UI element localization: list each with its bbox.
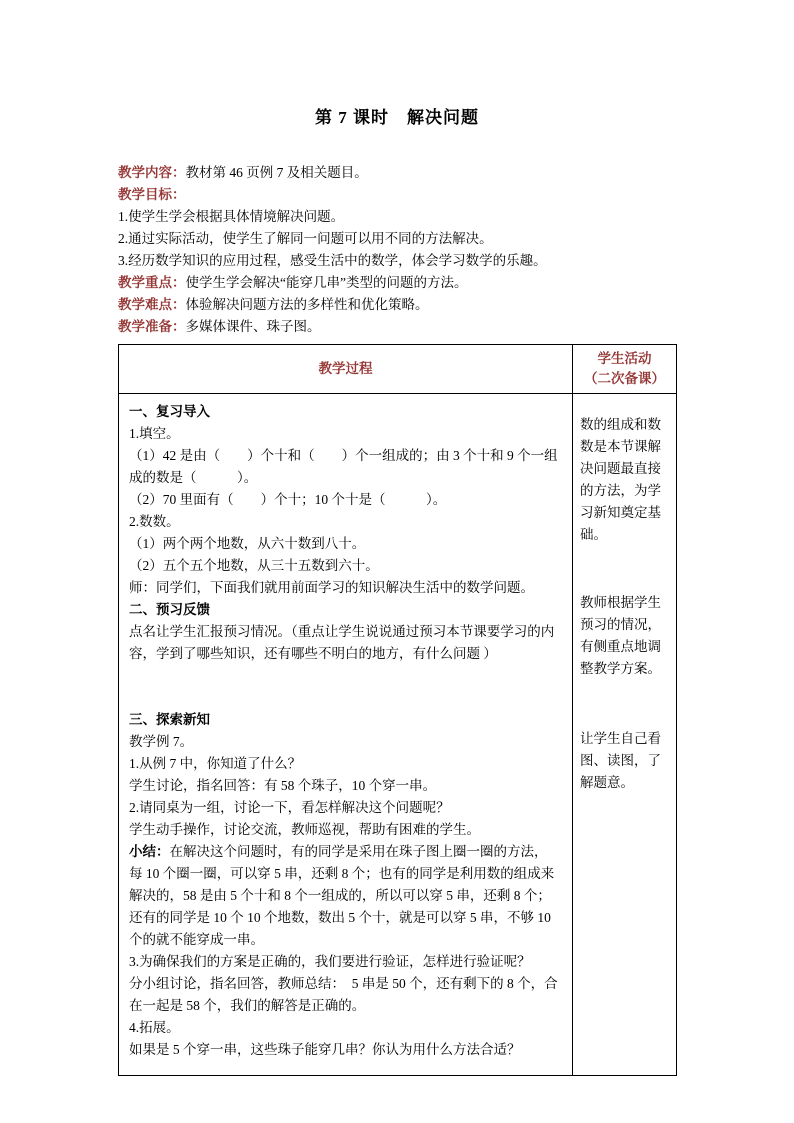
meta-section (118, 162, 676, 338)
paragraph-text: 三、探索新知 (129, 712, 210, 727)
process-paragraph (129, 489, 562, 511)
paragraph-text: 在解决这个问题时，有的同学是采用在珠子图上圈一圈的方法， 每 10 个圈一圈，可以穿 5 串，还剩 8 个；也有的同学是利用数的组成来解决的，58 是由 5 个十和 8 个一组成的，所以可以穿 5 串，还剩 8 个；还有的同学是 10 个 10 个地数，数出 5 个十，就是可以穿 5 串，不够 10 个的就不能穿成一串。 (129, 844, 555, 947)
meta-text: 2.通过实际活动，使学生了解同一问题可以用不同的方法解决。 (118, 231, 493, 246)
paragraph-text: （2）五个五个地数，从三十五数到六十。 (129, 558, 379, 573)
process-paragraph (129, 819, 562, 841)
process-paragraph (129, 423, 562, 445)
process-paragraph (129, 665, 562, 687)
note-text: 数的组成和数数是本节课解决问题最直接的方法，为学习新知奠定基础。 (580, 417, 661, 542)
note-text: 让学生自己看图、读图，了解题意。 (580, 731, 661, 790)
note-text: 教师根据学生预习的情况，有侧重点地调整教学方案。 (580, 595, 661, 676)
process-paragraph (129, 709, 562, 731)
meta-line (118, 184, 676, 206)
paragraph-text: 3.为确保我们的方案是正确的，我们要进行验证，怎样进行验证呢？ (129, 954, 531, 969)
table-body-row (119, 394, 677, 1076)
table-header-row (119, 345, 677, 394)
meta-label: 教学内容： (118, 165, 186, 180)
process-paragraph (129, 753, 562, 775)
paragraph-text: 点名让学生汇报预习情况。（重点让学生说说通过预习本节课要学习的内容，学到了哪些知识，还有哪些不明白的地方，有什么问题 ） (129, 624, 555, 661)
process-paragraph (129, 621, 562, 665)
process-paragraph (129, 445, 562, 489)
meta-line (118, 228, 676, 250)
meta-text: 体验解决问题方法的多样性和优化策略。 (185, 297, 429, 312)
process-paragraph (129, 797, 562, 819)
process-paragraph (129, 841, 562, 951)
activity-note (580, 728, 669, 794)
process-paragraph (129, 401, 562, 423)
meta-text: 教材第 46 页例 7 及相关题目。 (185, 165, 368, 180)
paragraph-text: 2.请同桌为一组，讨论一下，看怎样解决这个问题呢？ (129, 800, 450, 815)
process-paragraph (129, 731, 562, 753)
meta-label: 教学难点： (118, 297, 186, 312)
meta-line (118, 272, 676, 294)
paragraph-text: （2）70 里面有（ ）个十；10 个十是（ ）。 (129, 492, 447, 507)
meta-line (118, 250, 676, 272)
process-paragraph (129, 1017, 562, 1039)
meta-line (118, 162, 676, 184)
paragraph-text: 4.拓展。 (129, 1020, 180, 1035)
paragraph-lead: 小结： (129, 844, 170, 859)
meta-line (118, 206, 676, 228)
meta-text: 多媒体课件、珠子图。 (185, 319, 321, 334)
process-paragraph (129, 577, 562, 599)
process-paragraph (129, 775, 562, 797)
meta-text: 3.经历数学知识的应用过程，感受生活中的数学，体会学习数学的乐趣。 (118, 253, 547, 268)
paragraph-text: 二、预习反馈 (129, 602, 210, 617)
paragraph-text: 教学例 7。 (129, 734, 194, 749)
paragraph-text: 分小组讨论，指名回答，教师总结： 5 串是 50 个，还有剩下的 8 个，合在一起是 58 个，我们的解答是正确的。 (129, 976, 558, 1013)
paragraph-text: 一、复习导入 (129, 404, 210, 419)
paragraph-text: 师：同学们，下面我们就用前面学习的知识解决生活中的数学问题。 (129, 580, 534, 595)
paragraph-text: 2.数数。 (129, 514, 180, 529)
meta-line (118, 294, 676, 316)
process-paragraph (129, 1039, 562, 1061)
paragraph-text: （1）42 是由（ ）个十和（ ）个一组成的；由 3 个十和 9 个一组成的数是（ ）。 (129, 448, 558, 485)
activity-header-line1: 学生活动 (597, 351, 652, 366)
process-paragraph (129, 533, 562, 555)
process-paragraph (129, 555, 562, 577)
activity-column-header (573, 345, 677, 394)
paragraph-text: 学生动手操作，讨论交流，教师巡视，帮助有困难的学生。 (129, 822, 480, 837)
process-paragraph (129, 511, 562, 533)
meta-text: 使学生学会解决“能穿几串”类型的问题的方法。 (185, 275, 468, 290)
activity-note (580, 592, 669, 680)
paragraph-text: 1.填空。 (129, 426, 180, 441)
activity-header-line2: （二次备课） (584, 371, 665, 386)
paragraph-text: 学生讨论，指名回答：有 58 个珠子，10 个穿一串。 (129, 778, 437, 793)
process-column-header: 教学过程 (119, 345, 573, 394)
process-paragraph (129, 951, 562, 973)
activity-note (580, 414, 669, 546)
meta-label: 教学目标： (118, 187, 186, 202)
activity-cell (573, 394, 677, 1076)
process-cell (119, 394, 573, 1076)
page-title: 第 7 课时 解决问题 (315, 108, 479, 127)
meta-line (118, 316, 676, 338)
process-paragraph (129, 973, 562, 1017)
paragraph-text: 1.从例 7 中，你知道了什么？ (129, 756, 302, 771)
paragraph-text: （1）两个两个地数，从六十数到八十。 (129, 536, 366, 551)
paragraph-text: 如果是 5 个穿一串，这些珠子能穿几串？你认为用什么方法合适？ (129, 1042, 521, 1057)
process-paragraph (129, 687, 562, 709)
process-paragraph (129, 599, 562, 621)
meta-label: 教学重点： (118, 275, 186, 290)
lesson-plan-table (118, 344, 677, 1076)
meta-label: 教学准备： (118, 319, 186, 334)
meta-text: 1.使学生学会根据具体情境解决问题。 (118, 209, 345, 224)
